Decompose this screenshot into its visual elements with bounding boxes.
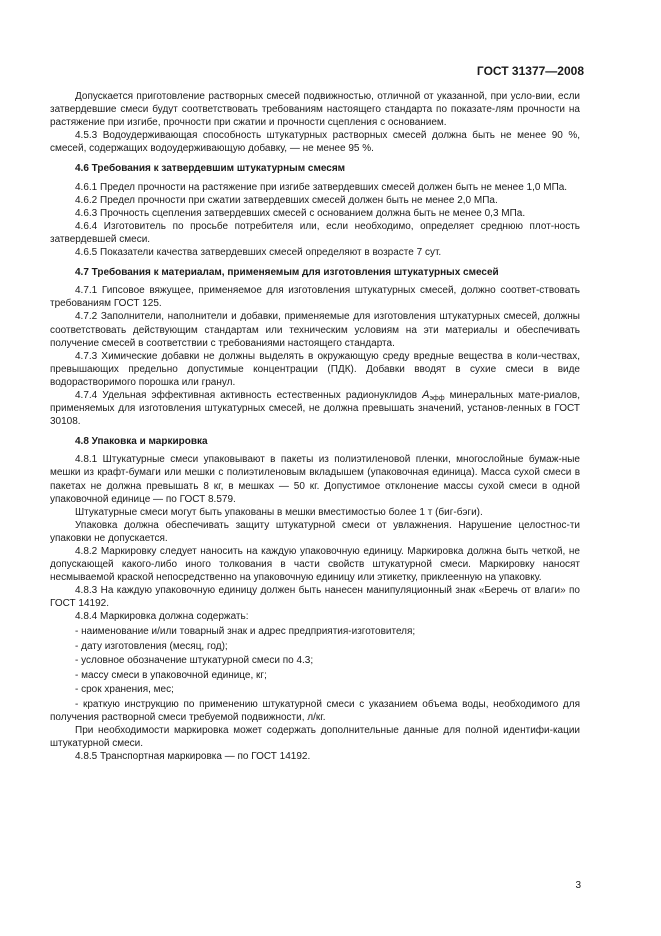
activity-subscript: эфф <box>429 394 445 402</box>
paragraph-text: 4.7.4 Удельная эффективная активность естественных радионуклидов <box>75 389 423 401</box>
activity-symbol: A <box>422 388 430 401</box>
list-item: - краткую инструкцию по применению штукатурной смеси с указанием объема воды, необходимого для получения растворной смеси требуемой подвижности, л/кг. <box>50 699 580 724</box>
paragraph-text: минеральных мате-риалов, применяемых для изготовления штукатурных смесей, не должна превышать значений, установ-ленных в ГОСТ 30108. <box>50 389 580 428</box>
paragraph: 4.5.3 Водоудерживающая способность штукатурных растворных смесей должна быть не менее 90 %, смесей, содержащих водоудерживающую добавку, — не менее 95 %. <box>50 130 580 155</box>
paragraph: 4.6.4 Изготовитель по просьбе потребителя или, если необходимо, определяет среднюю плот-ность затвердевшей смеси. <box>50 220 580 245</box>
paragraph: 4.6.2 Предел прочности при сжатии затвердевших смесей должен быть не менее 2,0 МПа. <box>75 194 498 206</box>
section-heading: 4.6 Требования к затвердевшим штукатурным смесям <box>75 163 346 175</box>
list-item: - условное обозначение штукатурной смеси по 4.3; <box>75 655 314 667</box>
list-item: - дату изготовления (месяц, год); <box>75 640 228 652</box>
page-number: 3 <box>575 880 581 891</box>
paragraph: 4.6.1 Предел прочности на растяжение при изгибе затвердевших смесей должен быть не менее 1,0 МПа. <box>75 181 568 193</box>
paragraph: 4.8.4 Маркировка должна содержать: <box>75 611 249 623</box>
paragraph: Упаковка должна обеспечивать защиту штукатурной смеси от увлажнения. Нарушение целостнос-ти упаковки не допускается. <box>50 519 580 544</box>
paragraph: 4.8.2 Маркировку следует наносить на каждую упаковочную единицу. Маркировка должна быть четкой, не допускающей какого-либо иного толкования в части свойств штукатурной смеси. Маркировку наносят несмываемой краской непосредственно на упаковочную единицу или этикетку, приклеенную на упаковку. <box>50 546 580 584</box>
paragraph: Штукатурные смеси могут быть упакованы в мешки вместимостью более 1 т (биг-бэги). <box>75 506 483 518</box>
paragraph: 4.7.3 Химические добавки не должны выделять в окружающую среду вредные вещества в коли-чествах, превышающих предельно допустимые концентрации (ПДК). Добавки вводят в сухие смеси в виде водорастворимого порошка или гранул. <box>50 350 580 388</box>
paragraph: 4.8.5 Транспортная маркировка — по ГОСТ 14192. <box>75 751 311 763</box>
paragraph: 4.6.3 Прочность сцепления затвердевших смесей с основанием должна быть не менее 0,3 МПа. <box>75 207 526 219</box>
paragraph: При необходимости маркировка может содержать дополнительные данные для полной идентифи-кации штукатурной смеси. <box>50 725 580 750</box>
paragraph: 4.8.1 Штукатурные смеси упаковывают в пакеты из полиэтиленовой пленки, многослойные бумаж-ные мешки из крафт-бумаги или мешки с полиэтиленовым вкладышем (упаковочная единица). Масса сухой смеси в пакетах не должна превышать 8 кг, в мешках — 50 кг. Допустимое отклонение массы сухой смеси в одной упаковочной единице — по ГОСТ 8.579. <box>50 454 580 505</box>
list-item: - наименование и/или товарный знак и адрес предприятия-изготовителя; <box>75 626 416 638</box>
section-heading: 4.8 Упаковка и маркировка <box>75 436 208 448</box>
paragraph: Допускается приготовление растворных смесей подвижностью, отличной от указанной, при усло-вии, если затвердевшие смеси будут соответствовать требованиям настоящего стандарта по показате-лям прочности на растяжение при изгибе, прочности при сжатии и прочности сцепления с основанием. <box>50 91 580 129</box>
paragraph: 4.6.5 Показатели качества затвердевших смесей определяют в возрасте 7 сут. <box>75 247 442 259</box>
document-body <box>50 90 580 764</box>
paragraph: 4.7.1 Гипсовое вяжущее, применяемое для изготовления штукатурных смесей, должно соответ-ствовать требованиям ГОСТ 125. <box>50 285 580 310</box>
document-number: ГОСТ 31377—2008 <box>476 64 584 78</box>
list-item: - массу смеси в упаковочной единице, кг; <box>75 669 267 681</box>
paragraph: 4.8.3 На каждую упаковочную единицу должен быть нанесен манипуляционный знак «Беречь от влаги» по ГОСТ 14192. <box>50 585 580 610</box>
paragraph: 4.7.2 Заполнители, наполнители и добавки, применяемые для изготовления штукатурных смесей, должны соответствовать действующим стандартам или техническим условиям на эти материалы и обеспечивать получение смесей в соответствии с требованиями настоящего стандарта. <box>50 311 580 349</box>
list-item: - срок хранения, мес; <box>75 684 174 696</box>
section-heading: 4.7 Требования к материалам, применяемым для изготовления штукатурных смесей <box>75 267 499 279</box>
paragraph <box>50 389 580 428</box>
